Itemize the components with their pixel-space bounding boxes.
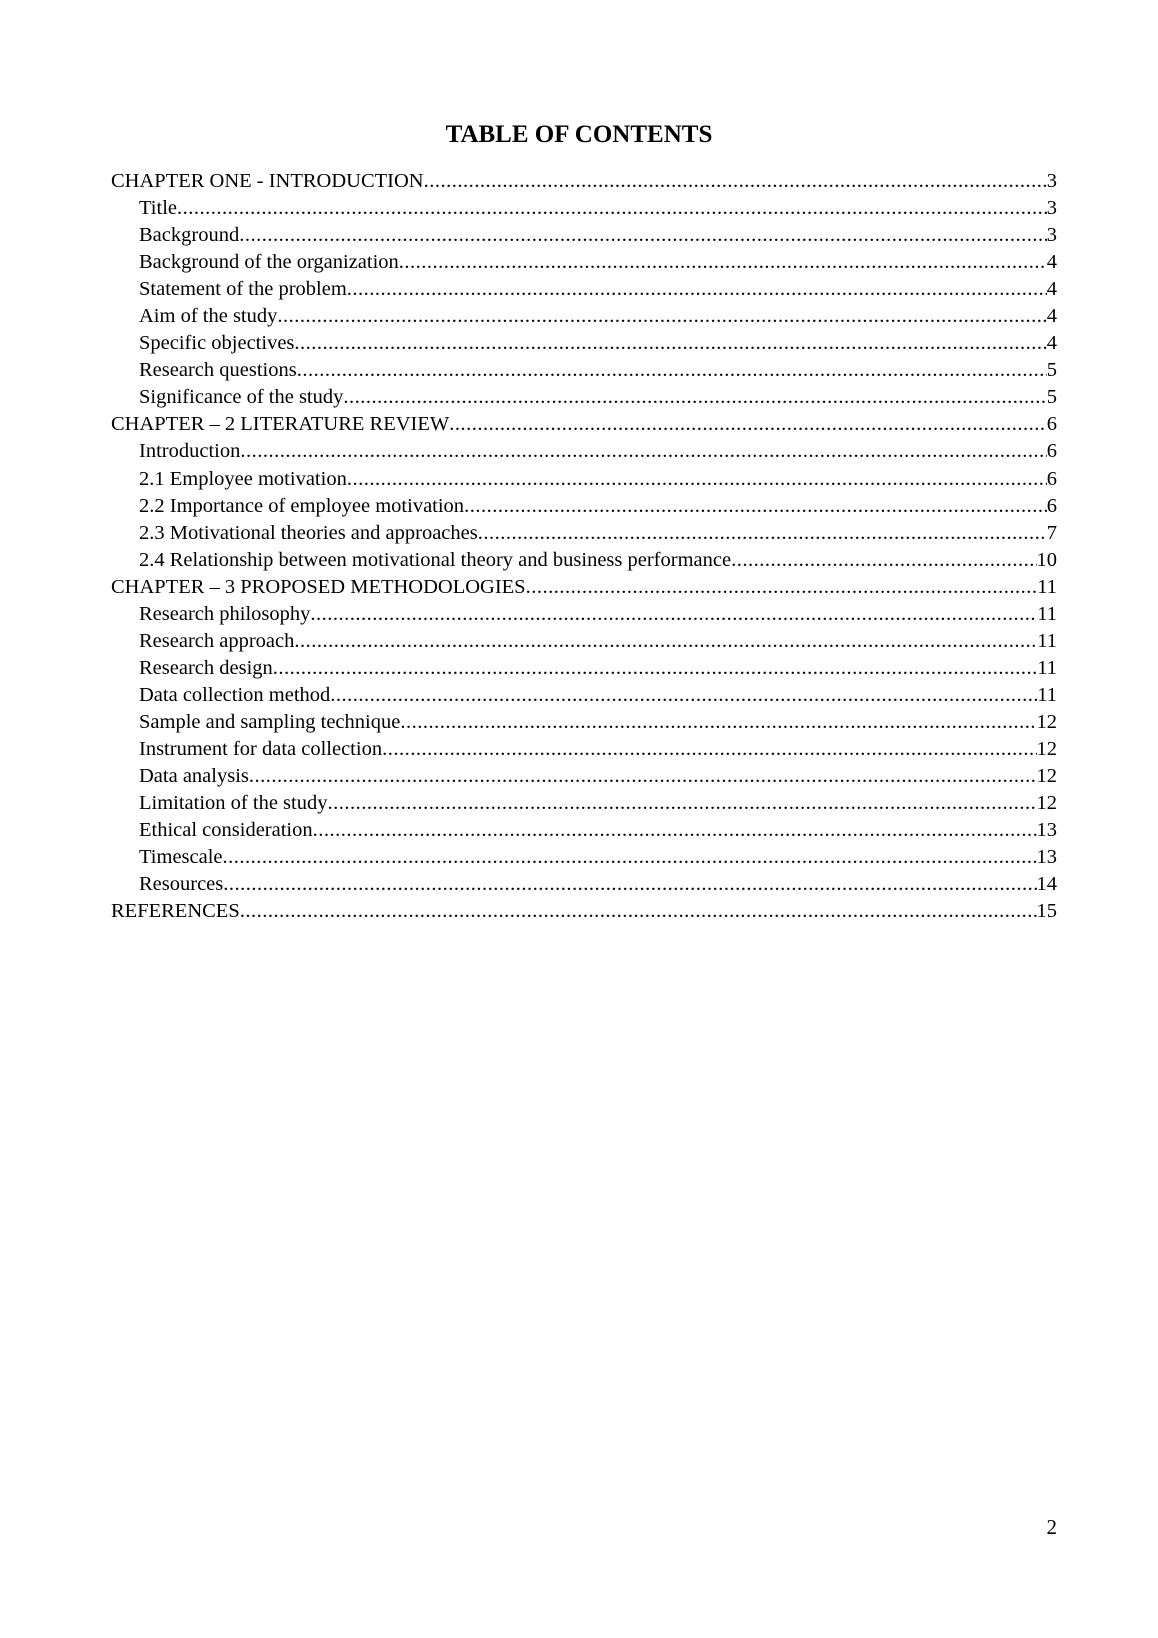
toc-entry-label: Timescale	[139, 846, 223, 869]
toc-chapter-entry[interactable]	[111, 411, 1057, 438]
toc-dot-leader	[347, 466, 1047, 493]
toc-entry-label: CHAPTER – 2 LITERATURE REVIEW	[111, 413, 450, 436]
toc-section-entry[interactable]	[111, 628, 1057, 655]
toc-dot-leader	[347, 276, 1047, 303]
toc-dot-leader	[223, 844, 1037, 871]
table-of-contents	[111, 168, 1057, 925]
toc-entry-page-number: 7	[1046, 521, 1057, 544]
toc-entry-label: Research philosophy	[139, 602, 311, 625]
toc-entry-page-number: 11	[1037, 602, 1057, 625]
toc-entry-label: 2.3 Motivational theories and approaches	[139, 521, 478, 544]
toc-entry-page-number: 6	[1046, 413, 1057, 436]
toc-entry-page-number: 4	[1046, 251, 1057, 274]
toc-section-entry[interactable]	[111, 520, 1057, 547]
toc-dot-leader	[330, 682, 1037, 709]
toc-dot-leader	[382, 736, 1036, 763]
toc-dot-leader	[297, 357, 1047, 384]
toc-entry-page-number: 6	[1046, 494, 1057, 517]
toc-entry-page-number: 13	[1036, 819, 1057, 842]
toc-entry-page-number: 12	[1036, 765, 1057, 788]
toc-dot-leader	[526, 574, 1038, 601]
toc-entry-label: Ethical consideration	[139, 819, 313, 842]
toc-entry-label: Background of the organization	[139, 251, 399, 274]
toc-entry-label: Sample and sampling technique	[139, 710, 401, 733]
toc-entry-label: Limitation of the study	[139, 792, 328, 815]
toc-entry-page-number: 3	[1046, 197, 1057, 220]
toc-section-entry[interactable]	[111, 249, 1057, 276]
toc-entry-label: Statement of the problem	[139, 278, 347, 301]
toc-section-entry[interactable]	[111, 736, 1057, 763]
toc-dot-leader	[223, 871, 1036, 898]
toc-entry-label: Title	[139, 197, 177, 220]
toc-section-entry[interactable]	[111, 357, 1057, 384]
toc-entry-label: 2.1 Employee motivation	[139, 467, 347, 490]
page-title: TABLE OF CONTENTS	[445, 121, 713, 148]
toc-section-entry[interactable]	[111, 547, 1057, 574]
toc-section-entry[interactable]	[111, 438, 1057, 465]
page-number: 2	[1046, 1515, 1057, 1539]
toc-entry-label: Research questions	[139, 359, 297, 382]
toc-entry-page-number: 10	[1036, 548, 1057, 571]
toc-entry-label: Specific objectives	[139, 332, 295, 355]
toc-entry-page-number: 11	[1037, 683, 1057, 706]
toc-section-entry[interactable]	[111, 276, 1057, 303]
toc-dot-leader	[177, 195, 1047, 222]
toc-section-entry[interactable]	[111, 601, 1057, 628]
toc-entry-label: Data collection method	[139, 683, 331, 706]
toc-section-entry[interactable]	[111, 817, 1057, 844]
toc-entry-page-number: 12	[1036, 792, 1057, 815]
toc-dot-leader	[399, 249, 1047, 276]
toc-entry-label: Aim of the study	[139, 305, 278, 328]
toc-entry-page-number: 3	[1046, 170, 1057, 192]
toc-section-entry[interactable]	[111, 871, 1057, 898]
toc-dot-leader	[464, 493, 1047, 520]
toc-entry-page-number: 11	[1037, 629, 1057, 652]
toc-dot-leader	[277, 303, 1046, 330]
toc-entry-page-number: 12	[1036, 737, 1057, 760]
toc-section-entry[interactable]	[111, 493, 1057, 520]
toc-entry-page-number: 15	[1036, 900, 1057, 923]
toc-chapter-entry[interactable]	[111, 898, 1057, 925]
toc-section-entry[interactable]	[111, 709, 1057, 736]
toc-entry-label: Significance of the study	[139, 386, 344, 409]
toc-dot-leader	[239, 222, 1047, 249]
toc-section-entry[interactable]	[111, 655, 1057, 682]
toc-entry-label: Research approach	[139, 629, 295, 652]
toc-dot-leader	[310, 601, 1037, 628]
toc-section-entry[interactable]	[111, 682, 1057, 709]
toc-entry-page-number: 3	[1046, 224, 1057, 247]
toc-dot-leader	[273, 655, 1037, 682]
toc-entry-page-number: 4	[1046, 332, 1057, 355]
toc-entry-label: CHAPTER – 3 PROPOSED METHODOLOGIES	[111, 575, 526, 598]
toc-entry-label: Research design	[139, 656, 273, 679]
toc-entry-page-number: 5	[1046, 359, 1057, 382]
toc-entry-page-number: 11	[1037, 656, 1057, 679]
toc-dot-leader	[294, 330, 1046, 357]
toc-entry-label: CHAPTER ONE - INTRODUCTION	[111, 170, 424, 192]
toc-section-entry[interactable]	[111, 790, 1057, 817]
toc-chapter-entry[interactable]	[111, 574, 1057, 601]
toc-dot-leader	[240, 438, 1046, 465]
toc-dot-leader	[449, 411, 1047, 438]
toc-entry-label: Resources	[139, 873, 224, 896]
toc-entry-label: Data analysis	[139, 765, 249, 788]
toc-entry-page-number: 6	[1046, 467, 1057, 490]
toc-dot-leader	[424, 168, 1047, 195]
toc-entry-label: 2.2 Importance of employee motivation	[139, 494, 465, 517]
toc-dot-leader	[327, 790, 1036, 817]
toc-entry-page-number: 5	[1046, 386, 1057, 409]
toc-chapter-entry[interactable]	[111, 168, 1057, 195]
toc-section-entry[interactable]	[111, 303, 1057, 330]
toc-section-entry[interactable]	[111, 195, 1057, 222]
toc-entry-page-number: 13	[1036, 846, 1057, 869]
toc-entry-page-number: 11	[1037, 575, 1057, 598]
toc-section-entry[interactable]	[111, 466, 1057, 493]
toc-dot-leader	[478, 520, 1047, 547]
toc-dot-leader	[400, 709, 1036, 736]
toc-entry-page-number: 12	[1036, 710, 1057, 733]
toc-dot-leader	[294, 628, 1037, 655]
toc-dot-leader	[249, 763, 1037, 790]
toc-section-entry[interactable]	[111, 763, 1057, 790]
toc-entry-page-number: 14	[1036, 873, 1057, 896]
toc-entry-label: Instrument for data collection	[139, 737, 383, 760]
toc-section-entry[interactable]	[111, 844, 1057, 871]
toc-dot-leader	[731, 547, 1036, 574]
toc-dot-leader	[240, 898, 1037, 925]
toc-dot-leader	[343, 384, 1046, 411]
toc-entry-label: REFERENCES	[111, 900, 240, 923]
toc-entry-page-number: 6	[1046, 440, 1057, 463]
toc-entry-label: 2.4 Relationship between motivational theory and business performance	[139, 548, 732, 571]
toc-dot-leader	[313, 817, 1037, 844]
toc-entry-page-number: 4	[1046, 278, 1057, 301]
toc-section-entry[interactable]	[111, 384, 1057, 411]
toc-entry-label: Introduction	[139, 440, 241, 463]
toc-entry-label: Background	[139, 224, 240, 247]
toc-entry-page-number: 4	[1046, 305, 1057, 328]
toc-section-entry[interactable]	[111, 330, 1057, 357]
toc-section-entry[interactable]	[111, 222, 1057, 249]
